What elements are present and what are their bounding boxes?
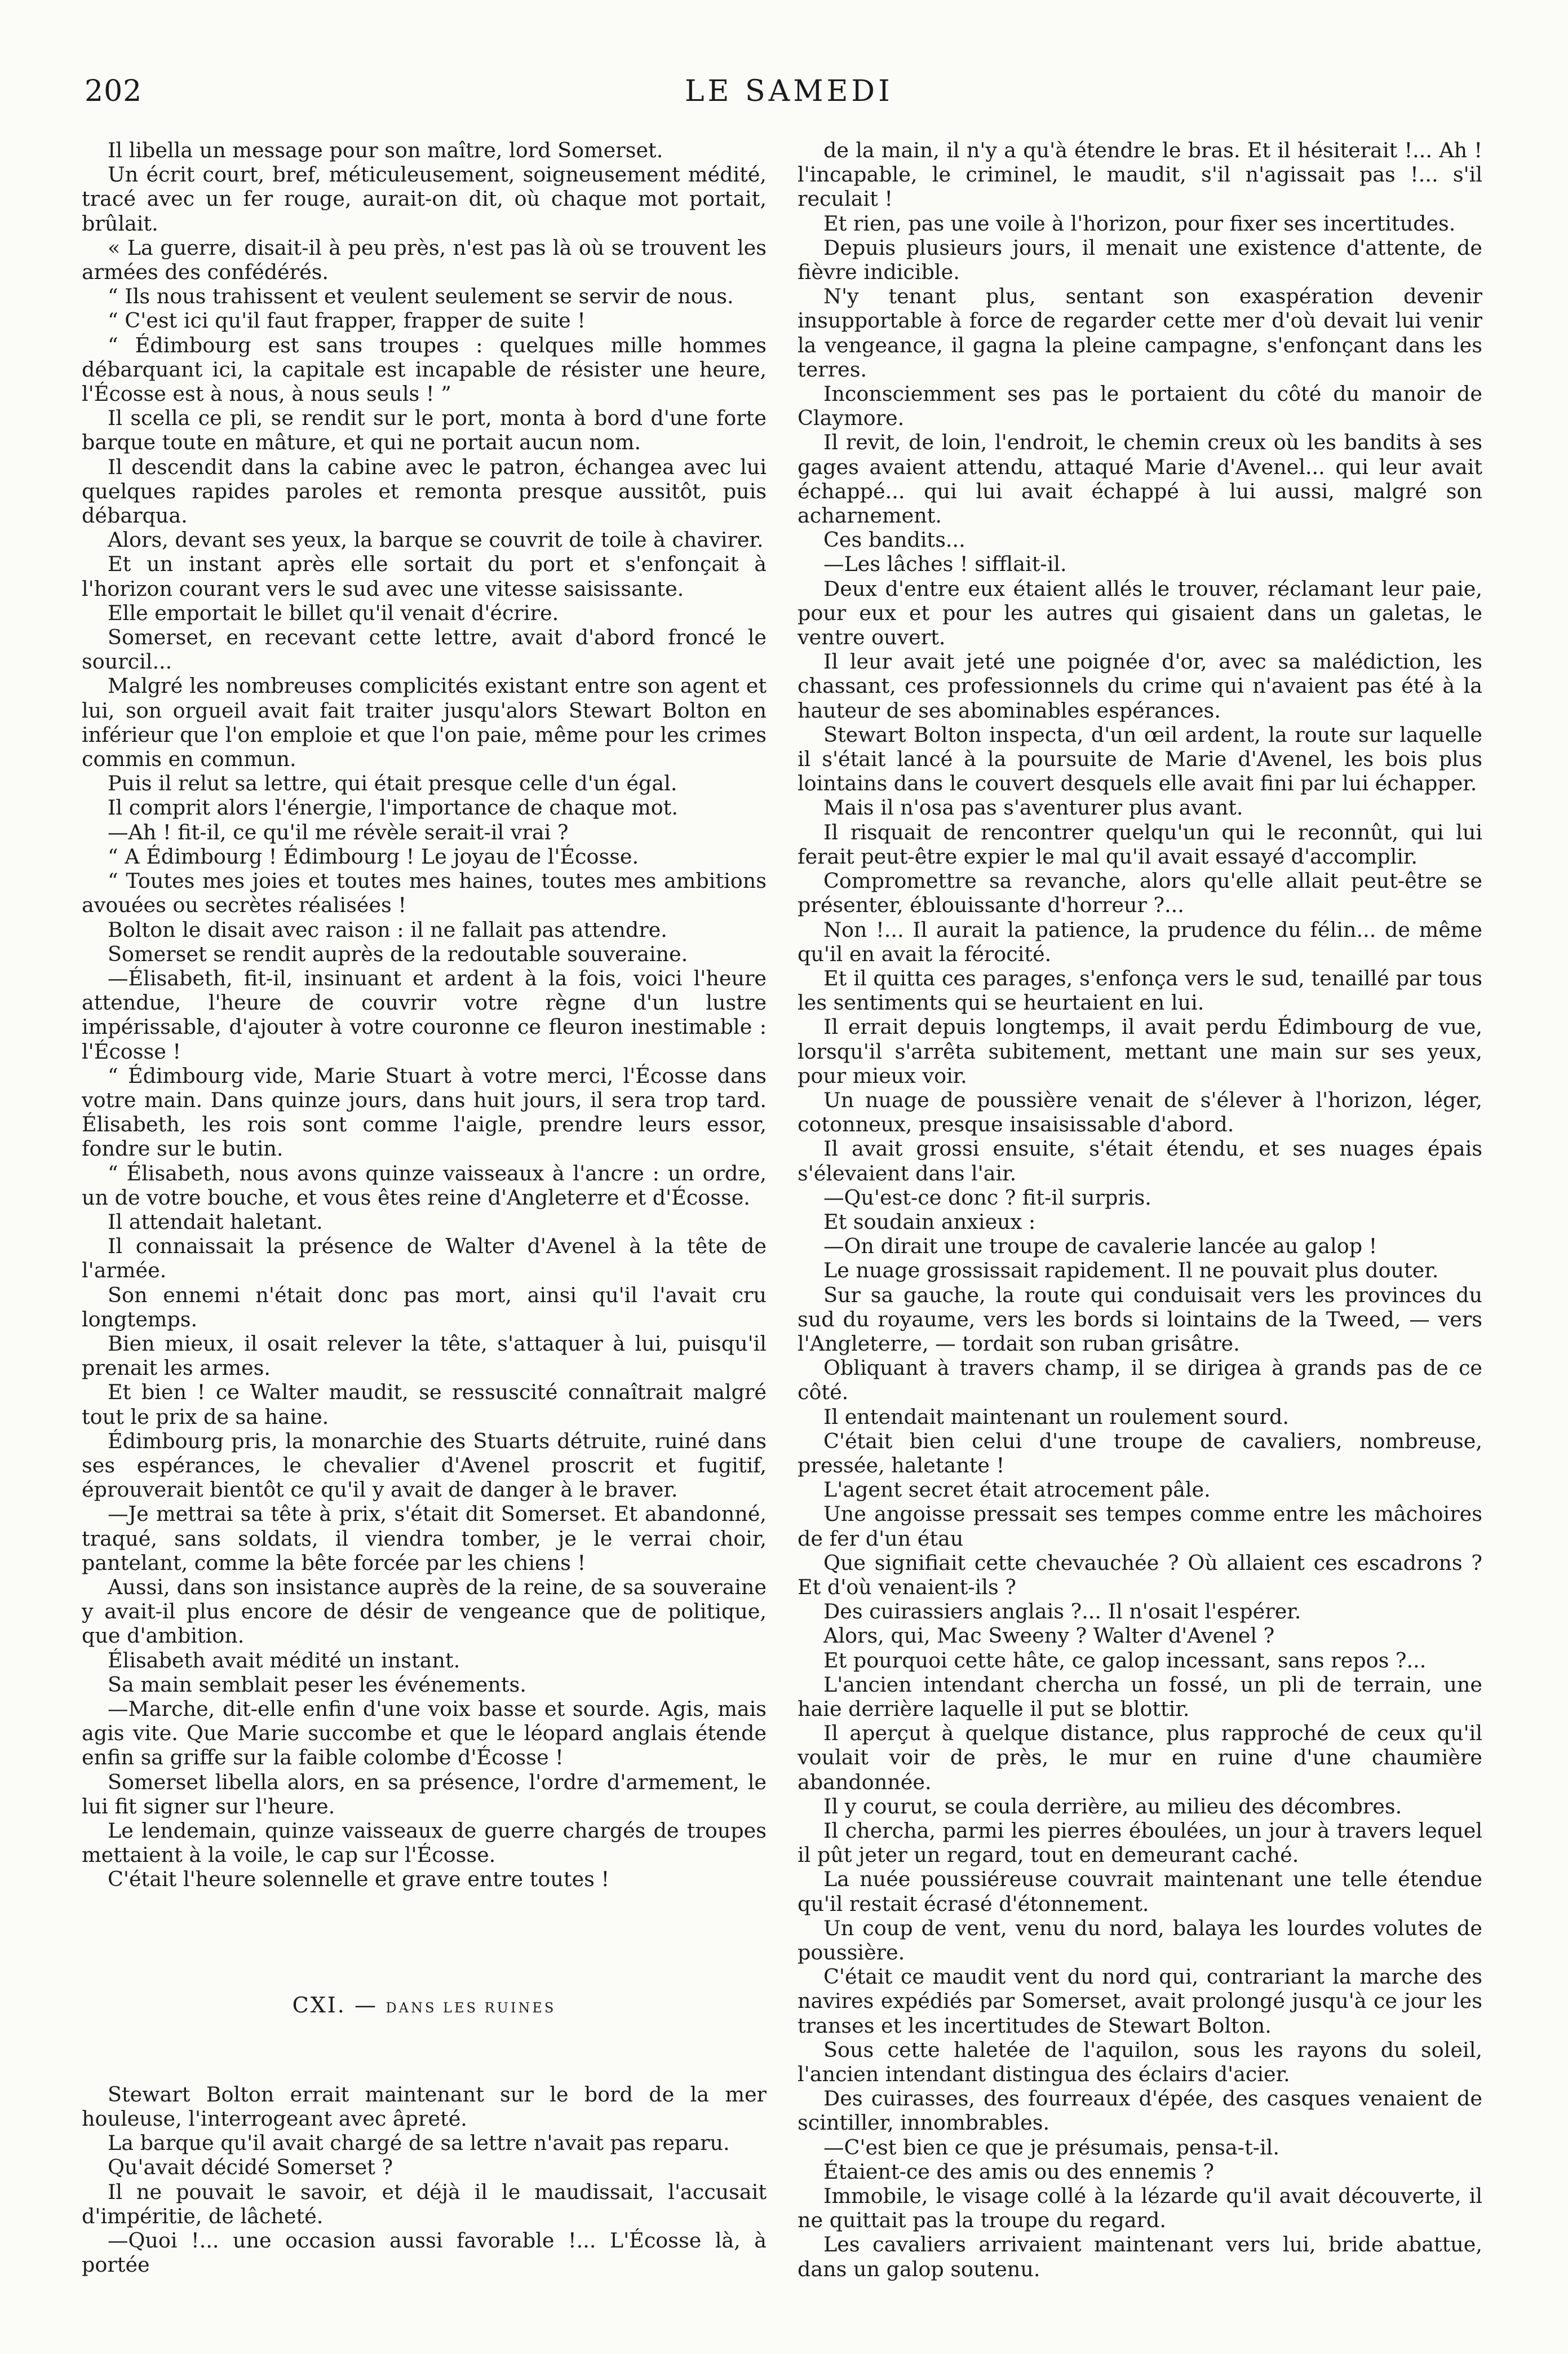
paragraph: —Élisabeth, fit-il, insinuant et ardent à la fois, voici l'heure attendue, l'heure de couvrir votre règne d'un lustre impérissable, d'ajouter à votre couronne ce fleuron inestimable : l'Écosse ! (82, 966, 767, 1064)
paragraph: Élisabeth avait médité un instant. (108, 1648, 460, 1672)
paragraph: —On dirait une troupe de cavalerie lancée au galop ! (823, 1234, 1377, 1259)
paragraph: Stewart Bolton inspecta, d'un œil ardent, la route sur laquelle il s'était lancé à la poursuite de Marie d'Avenel, les bois plus lointains dans le couvert desquels elle avait fini par lui échapper. (798, 722, 1482, 796)
paragraph: Inconsciemment ses pas le portaient du côté du manoir de Claymore. (798, 382, 1482, 431)
paragraph: Il errait depuis longtemps, il avait perdu Édimbourg de vue, lorsqu'il s'arrêta subitement, mettant une main sur ses yeux, pour mieux voir. (798, 1015, 1482, 1088)
paragraph: Un écrit court, bref, méticuleusement, soigneusement médité, tracé avec un fer rouge, aurait-on dit, où chaque mot portait, brûlait. (82, 162, 767, 236)
paragraph: Ces bandits... (823, 528, 965, 552)
paragraph: Sous cette haletée de l'aquilon, sous les rayons du soleil, l'ancien intendant distingua des éclairs d'acier. (798, 2037, 1482, 2087)
paragraph: La nuée poussiéreuse couvrait maintenant une telle étendue qu'il restait écrasé d'étonnement. (798, 1867, 1482, 1916)
paragraph: de la main, il n'y a qu'à étendre le bras. Et il hésiterait !... Ah ! l'incapable, le criminel, le maudit, s'il n'agissait pas !... s'il reculait ! (798, 138, 1482, 211)
paragraph: Un nuage de poussière venait de s'élever à l'horizon, léger, cotonneux, presque insaisissable d'abord. (798, 1087, 1482, 1137)
paragraph: « La guerre, disait-il à peu près, n'est pas là où se trouvent les armées des confédérés. (82, 235, 767, 285)
paragraph: Sa main semblait peser les événements. (108, 1672, 526, 1697)
page-title: LE SAMEDI (685, 74, 893, 108)
paragraph: Et un instant après elle sortait du port et s'enfonçait à l'horizon courant vers le sud avec une vitesse saisissante. (82, 552, 767, 601)
paragraph: —Ah ! fit-il, ce qu'il me révèle serait-il vrai ? (108, 820, 569, 844)
paragraph: N'y tenant plus, sentant son exaspération devenir insupportable à force de regarder cette mer d'où devait lui venir la vengeance, il gagna la pleine campagne, s'enfonçant dans les terres. (798, 284, 1482, 382)
paragraph: Il leur avait jeté une poignée d'or, avec sa malédiction, les chassant, ces professionnels du crime qui n'avaient pas été à la hauteur de ses abominables espérances. (798, 649, 1482, 723)
paragraph: Il connaissait la présence de Walter d'Avenel à la tête de l'armée. (82, 1234, 767, 1283)
paragraph: —Marche, dit-elle enfin d'une voix basse et sourde. Agis, mais agis vite. Que Marie succombe et que le léopard anglais étende enfin sa griffe sur la faible colombe d'Écosse ! (82, 1697, 767, 1770)
paragraph: —C'est bien ce que je présumais, pensa-t-il. (823, 2135, 1279, 2160)
chapter-number: CXI. — (292, 1992, 378, 2017)
paragraph: Il aperçut à quelque distance, plus rapproché de ceux qu'il voulait voir de près, le mur en ruine d'une chaumière abandonnée. (798, 1721, 1482, 1794)
paragraph: Il attendait haletant. (108, 1209, 323, 1234)
paragraph: Il entendait maintenant un roulement sourd. (823, 1404, 1289, 1429)
paragraph: Compromettre sa revanche, alors qu'elle allait peut-être se présenter, éblouissante d'horreur ?... (798, 869, 1482, 918)
paragraph: Et rien, pas une voile à l'horizon, pour fixer ses incertitudes. (823, 211, 1456, 236)
paragraph: Il scella ce pli, se rendit sur le port, monta à bord d'une forte barque toute en mâture, et qui ne portait aucun nom. (82, 406, 767, 455)
paragraph: —Quoi !... une occasion aussi favorable !... L'Écosse là, à portée (82, 2228, 767, 2277)
paragraph: —Je mettrai sa tête à prix, s'était dit Somerset. Et abandonné, traqué, sans soldats, il viendra tomber, je le verrai choir, pantelant, comme la bête forcée par les chiens ! (82, 1502, 767, 1575)
paragraph: Étaient-ce des amis ou des ennemis ? (823, 2159, 1214, 2184)
paragraph: “ Édimbourg est sans troupes : quelques mille hommes débarquant ici, la capitale est incapable de résister une heure, l'Écosse est à nous, à nous seuls ! ” (82, 333, 767, 406)
paragraph: “ Ils nous trahissent et veulent seulement se servir de nous. (108, 284, 734, 309)
right-column (798, 138, 1482, 2281)
page-number: 202 (85, 74, 143, 108)
paragraph: Il avait grossi ensuite, s'était étendu, et ses nuages épais s'élevaient dans l'air. (798, 1136, 1482, 1185)
left-column-text-part-2 (82, 2082, 767, 2277)
right-column-text (798, 138, 1482, 2281)
paragraph: “ Élisabeth, nous avons quinze vaisseaux à l'ancre : un ordre, un de votre bouche, et vous êtes reine d'Angleterre et d'Écosse. (82, 1161, 767, 1210)
paragraph: Une angoisse pressait ses tempes comme entre les mâchoires de fer d'un étau (798, 1502, 1482, 1551)
paragraph: Il risquait de rencontrer quelqu'un qui le reconnût, qui lui ferait peut-être expier le mal qu'il avait essayé d'accomplir. (798, 820, 1482, 869)
paragraph: Il comprit alors l'énergie, l'importance de chaque mot. (108, 795, 678, 820)
paragraph: Le nuage grossissait rapidement. Il ne pouvait plus douter. (823, 1258, 1439, 1283)
paragraph: Il descendit dans la cabine avec le patron, échangea avec lui quelques rapides paroles et remonta presque aussitôt, puis débarqua. (82, 454, 767, 528)
paragraph: Stewart Bolton errait maintenant sur le bord de la mer houleuse, l'interrogeant avec âpreté. (82, 2082, 767, 2131)
paragraph: Les cavaliers arrivaient maintenant vers lui, bride abattue, dans un galop soutenu. (798, 2232, 1482, 2281)
paragraph: Immobile, le visage collé à la lézarde qu'il avait découverte, il ne quittait pas la troupe du regard. (798, 2184, 1482, 2233)
paragraph: Elle emportait le billet qu'il venait d'écrire. (108, 600, 559, 625)
paragraph: Que signifiait cette chevauchée ? Où allaient ces escadrons ? Et d'où venaient-ils ? (798, 1550, 1482, 1599)
paragraph: Il chercha, parmi les pierres éboulées, un jour à travers lequel il pût jeter un regard, tout en demeurant caché. (798, 1818, 1482, 1868)
paragraph: L'agent secret était atrocement pâle. (823, 1477, 1211, 1502)
paragraph: Qu'avait décidé Somerset ? (108, 2155, 393, 2180)
paragraph: Et soudain anxieux : (823, 1209, 1036, 1234)
paragraph: Des cuirasses, des fourreaux d'épée, des casques venaient de scintiller, innombrables. (798, 2086, 1482, 2135)
paragraph: Somerset, en recevant cette lettre, avait d'abord froncé le sourcil... (82, 625, 767, 674)
paragraph: C'était l'heure solennelle et grave entre toutes ! (108, 1867, 610, 1892)
paragraph: “ C'est ici qu'il faut frapper, frapper de suite ! (108, 308, 586, 333)
paragraph: Somerset se rendit auprès de la redoutable souveraine. (108, 941, 688, 966)
paragraph: Malgré les nombreuses complicités existant entre son agent et lui, son orgueil avait fait traiter jusqu'alors Stewart Bolton en inférieur que l'on emploie et que l'on paie, même pour les crimes commis en commun. (82, 674, 767, 772)
chapter-title: DANS LES RUINES (386, 1999, 556, 2016)
paragraph: Il libella un message pour son maître, lord Somerset. (108, 138, 663, 162)
paragraph: Depuis plusieurs jours, il menait une existence d'attente, de fièvre indicible. (798, 235, 1482, 285)
paragraph: Aussi, dans son insistance auprès de la reine, de sa souveraine y avait-il plus encore de désir de vengeance que de politique, que d'ambition. (82, 1574, 767, 1648)
paragraph: Et bien ! ce Walter maudit, se ressuscité connaîtrait malgré tout le prix de sa haine. (82, 1380, 767, 1429)
paragraph: L'ancien intendant chercha un fossé, un pli de terrain, une haie derrière laquelle il put se blottir. (798, 1672, 1482, 1721)
paragraph: Puis il relut sa lettre, qui était presque celle d'un égal. (108, 771, 677, 796)
paragraph: Des cuirassiers anglais ?... Il n'osait l'espérer. (823, 1599, 1301, 1624)
chapter-heading (82, 1993, 767, 2020)
paragraph: Alors, qui, Mac Sweeny ? Walter d'Avenel ? (823, 1623, 1275, 1648)
paragraph: Sur sa gauche, la route qui conduisait vers les provinces du sud du royaume, vers les bords si lointains de la Tweed, — vers l'Angleterre, — tordait son ruban grisâtre. (798, 1282, 1482, 1356)
paragraph: —Les lâches ! sifflait-il. (823, 552, 1067, 577)
paragraph: Mais il n'osa pas s'aventurer plus avant. (823, 795, 1243, 820)
paragraph: Édimbourg pris, la monarchie des Stuarts détruite, ruiné dans ses espérances, le chevalier d'Avenel proscrit et fugitif, éprouverait bientôt ce qu'il y avait de danger à le braver. (82, 1428, 767, 1502)
paragraph: “ Édimbourg vide, Marie Stuart à votre merci, l'Écosse dans votre main. Dans quinze jours, dans huit jours, il sera trop tard. Élisabeth, les rois sont comme l'aigle, prendre leurs essor, fondre sur le butin. (82, 1063, 767, 1161)
paragraph: Deux d'entre eux étaient allés le trouver, réclamant leur paie, pour eux et pour les autres qui gisaient dans un galetas, le ventre ouvert. (798, 576, 1482, 650)
paragraph: C'était ce maudit vent du nord qui, contrariant la marche des navires expédiés par Somerset, avait prolongé jusqu'à ce jour les transes et les incertitudes de Stewart Bolton. (798, 1964, 1482, 2038)
paragraph: Le lendemain, quinze vaisseaux de guerre chargés de troupes mettaient à la voile, le cap sur l'Écosse. (82, 1818, 767, 1868)
paragraph: Somerset libella alors, en sa présence, l'ordre d'armement, le lui fit signer sur l'heure. (82, 1769, 767, 1818)
paragraph: Non !... Il aurait la patience, la prudence du félin... de même qu'il en avait la férocité. (798, 917, 1482, 966)
paragraph: Il revit, de loin, l'endroit, le chemin creux où les bandits à ses gages avaient attendu, attaqué Marie d'Avenel... qui leur avait échappé... qui lui avait échappé à lui aussi, malgré son acharnement. (798, 430, 1482, 528)
paragraph: Obliquant à travers champ, il se dirigea à grands pas de ce côté. (798, 1356, 1482, 1405)
paragraph: —Qu'est-ce donc ? fit-il surpris. (823, 1185, 1151, 1210)
paragraph: Un coup de vent, venu du nord, balaya les lourdes volutes de poussière. (798, 1915, 1482, 1965)
left-column-text-part-1 (82, 138, 767, 1892)
paragraph: “ Toutes mes joies et toutes mes haines, toutes mes ambitions avouées ou secrètes réalisées ! (82, 869, 767, 918)
paragraph: Il y courut, se coula derrière, au milieu des décombres. (823, 1794, 1402, 1818)
left-column (82, 138, 767, 2277)
paragraph: Et pourquoi cette hâte, ce galop incessant, sans repos ?... (823, 1648, 1427, 1672)
paragraph: Bien mieux, il osait relever la tête, s'attaquer à lui, puisqu'il prenait les armes. (82, 1331, 767, 1380)
paragraph: Bolton le disait avec raison : il ne fallait pas attendre. (108, 917, 667, 942)
paragraph: “ A Édimbourg ! Édimbourg ! Le joyau de l'Écosse. (108, 844, 639, 869)
paragraph: La barque qu'il avait chargé de sa lettre n'avait pas reparu. (108, 2131, 730, 2156)
paragraph: Son ennemi n'était donc pas mort, ainsi qu'il l'avait cru longtemps. (82, 1282, 767, 1331)
paragraph: C'était bien celui d'une troupe de cavaliers, nombreuse, pressée, haletante ! (798, 1428, 1482, 1477)
paragraph: Et il quitta ces parages, s'enfonça vers le sud, tenaillé par tous les sentiments qui se heurtaient en lui. (798, 966, 1482, 1015)
paragraph: Alors, devant ses yeux, la barque se couvrit de toile à chavirer. (108, 528, 764, 552)
paragraph: Il ne pouvait le savoir, et déjà il le maudissait, l'accusait d'impéritie, de lâcheté. (82, 2179, 767, 2228)
